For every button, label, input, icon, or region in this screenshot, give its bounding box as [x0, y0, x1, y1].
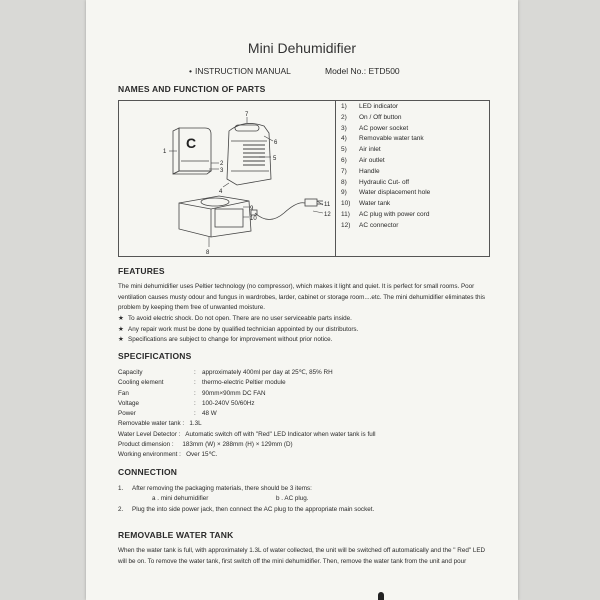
list-item: 10) Water tank [341, 200, 391, 208]
list-item: 9) Water displacement hole [341, 189, 431, 197]
diagram-label-3: 3 [220, 168, 224, 174]
item-a: a . mini dehumidifier [152, 495, 209, 503]
spec-row: Product dimension : 183mm (W) × 288mm (H) × 129mm (D) [118, 441, 293, 449]
diagram-label-12: 12 [324, 212, 331, 218]
power-cord-drawing [251, 199, 323, 220]
removable-tank-heading: REMOVABLE WATER TANK [118, 530, 234, 540]
parts-list [341, 102, 430, 232]
parts-box [118, 100, 490, 257]
diagram-label-6: 6 [274, 140, 278, 146]
connection-steps [118, 484, 374, 515]
list-item: 3) AC power socket [341, 124, 409, 132]
features-bullets [118, 314, 358, 346]
list-item: 2) On / Off button [341, 113, 402, 121]
spec-row: Fan : 90mm×90mm DC FAN [118, 389, 266, 397]
instruction-manual-label: INSTRUCTION MANUAL [195, 66, 291, 76]
document-title: Mini Dehumidifier [247, 40, 357, 56]
spec-row: Water Level Detector : Automatic switch off with "Red" LED Indicator when water tank is full [118, 430, 376, 438]
diagram-label-9: 9 [250, 206, 254, 212]
parts-box-divider [335, 101, 336, 256]
features-paragraph: The mini dehumidifier uses Peltier technology (no compressor), which makes it light and quiet. It is perfect for small rooms. Poor ventilation causes musty odour and fungus in wardrobes, larder, cabinet or storage room....etc. The mini dehumidifier eliminates this problem by keeping them free of unwanted moisture. [118, 283, 486, 311]
manual-page [86, 0, 518, 600]
specifications-list [118, 368, 376, 461]
spec-row: Removable water tank : 1.3L [118, 420, 202, 428]
spec-row: Voltage : 100-240V 50/60Hz [118, 399, 255, 407]
diagram-label-c: C [186, 135, 197, 151]
list-item: 1. After removing the packaging materials, there should be 3 items: [118, 485, 312, 492]
names-heading: NAMES AND FUNCTION OF PARTS [118, 84, 266, 94]
diagram-label-1: 1 [163, 149, 167, 155]
removable-tank-paragraph: When the water tank is full, with approximately 1.3L of water collected, the unit will be switched off automatically and the " Red" LED will be on. To remove the water tank, first switch off the mini dehumidifier. Then, remove the water tank from the unit and pour [118, 547, 486, 565]
list-item: ★ Specifications are subject to change for improvement without prior notice. [118, 335, 358, 346]
ink-mark [378, 592, 384, 600]
connection-heading: CONNECTION [118, 467, 178, 477]
parts-diagram [119, 101, 335, 256]
list-item: 12) AC connector [341, 221, 399, 229]
star-icon: ★ [118, 315, 124, 322]
diagram-label-10: 10 [250, 216, 257, 222]
item-b: b . AC plug. [276, 495, 309, 503]
tank-view-drawing [179, 196, 251, 237]
diagram-label-7: 7 [245, 112, 249, 118]
star-icon: ★ [118, 336, 124, 343]
list-item: ★ Any repair work must be done by qualified technician appointed by our distributors. [118, 325, 358, 336]
diagram-label-8: 8 [206, 250, 210, 256]
list-item: 4) Removable water tank [341, 135, 424, 143]
list-item: 5) Air inlet [341, 146, 381, 154]
list-item: 2. Plug the into side power jack, then connect the AC plug to the appropriate main socket. [118, 505, 375, 513]
features-heading: FEATURES [118, 266, 165, 276]
spec-row: Capacity : approximately 400ml per day at 25℃, 85% RH [118, 369, 333, 376]
list-item: ★ To avoid electric shock. Do not open. There are no user serviceable parts inside. [118, 314, 358, 325]
list-item [118, 494, 374, 504]
model-number: Model No.: ETD500 [325, 66, 400, 76]
diagram-label-2: 2 [220, 161, 224, 167]
diagram-label-11: 11 [324, 202, 331, 208]
diagram-label-5: 5 [273, 156, 277, 162]
spec-row: Cooling element : thermo-electric Peltier module [118, 379, 286, 387]
back-view-drawing [227, 123, 271, 185]
spec-row: Power : 48 W [118, 410, 217, 418]
list-item: 6) Air outlet [341, 156, 385, 164]
spec-row: Working environment : Over 15℃. [118, 451, 218, 459]
specifications-heading: SPECIFICATIONS [118, 351, 192, 361]
subtitle-bullet: • [189, 66, 192, 76]
list-item: 11) AC plug with power cord [341, 210, 430, 218]
diagram-label-4: 4 [219, 189, 223, 195]
star-icon: ★ [118, 325, 124, 333]
list-item: 1) LED indicator [341, 103, 399, 110]
list-item: 7) Handle [341, 167, 380, 175]
list-item: 8) Hydraulic Cut- off [341, 178, 410, 186]
